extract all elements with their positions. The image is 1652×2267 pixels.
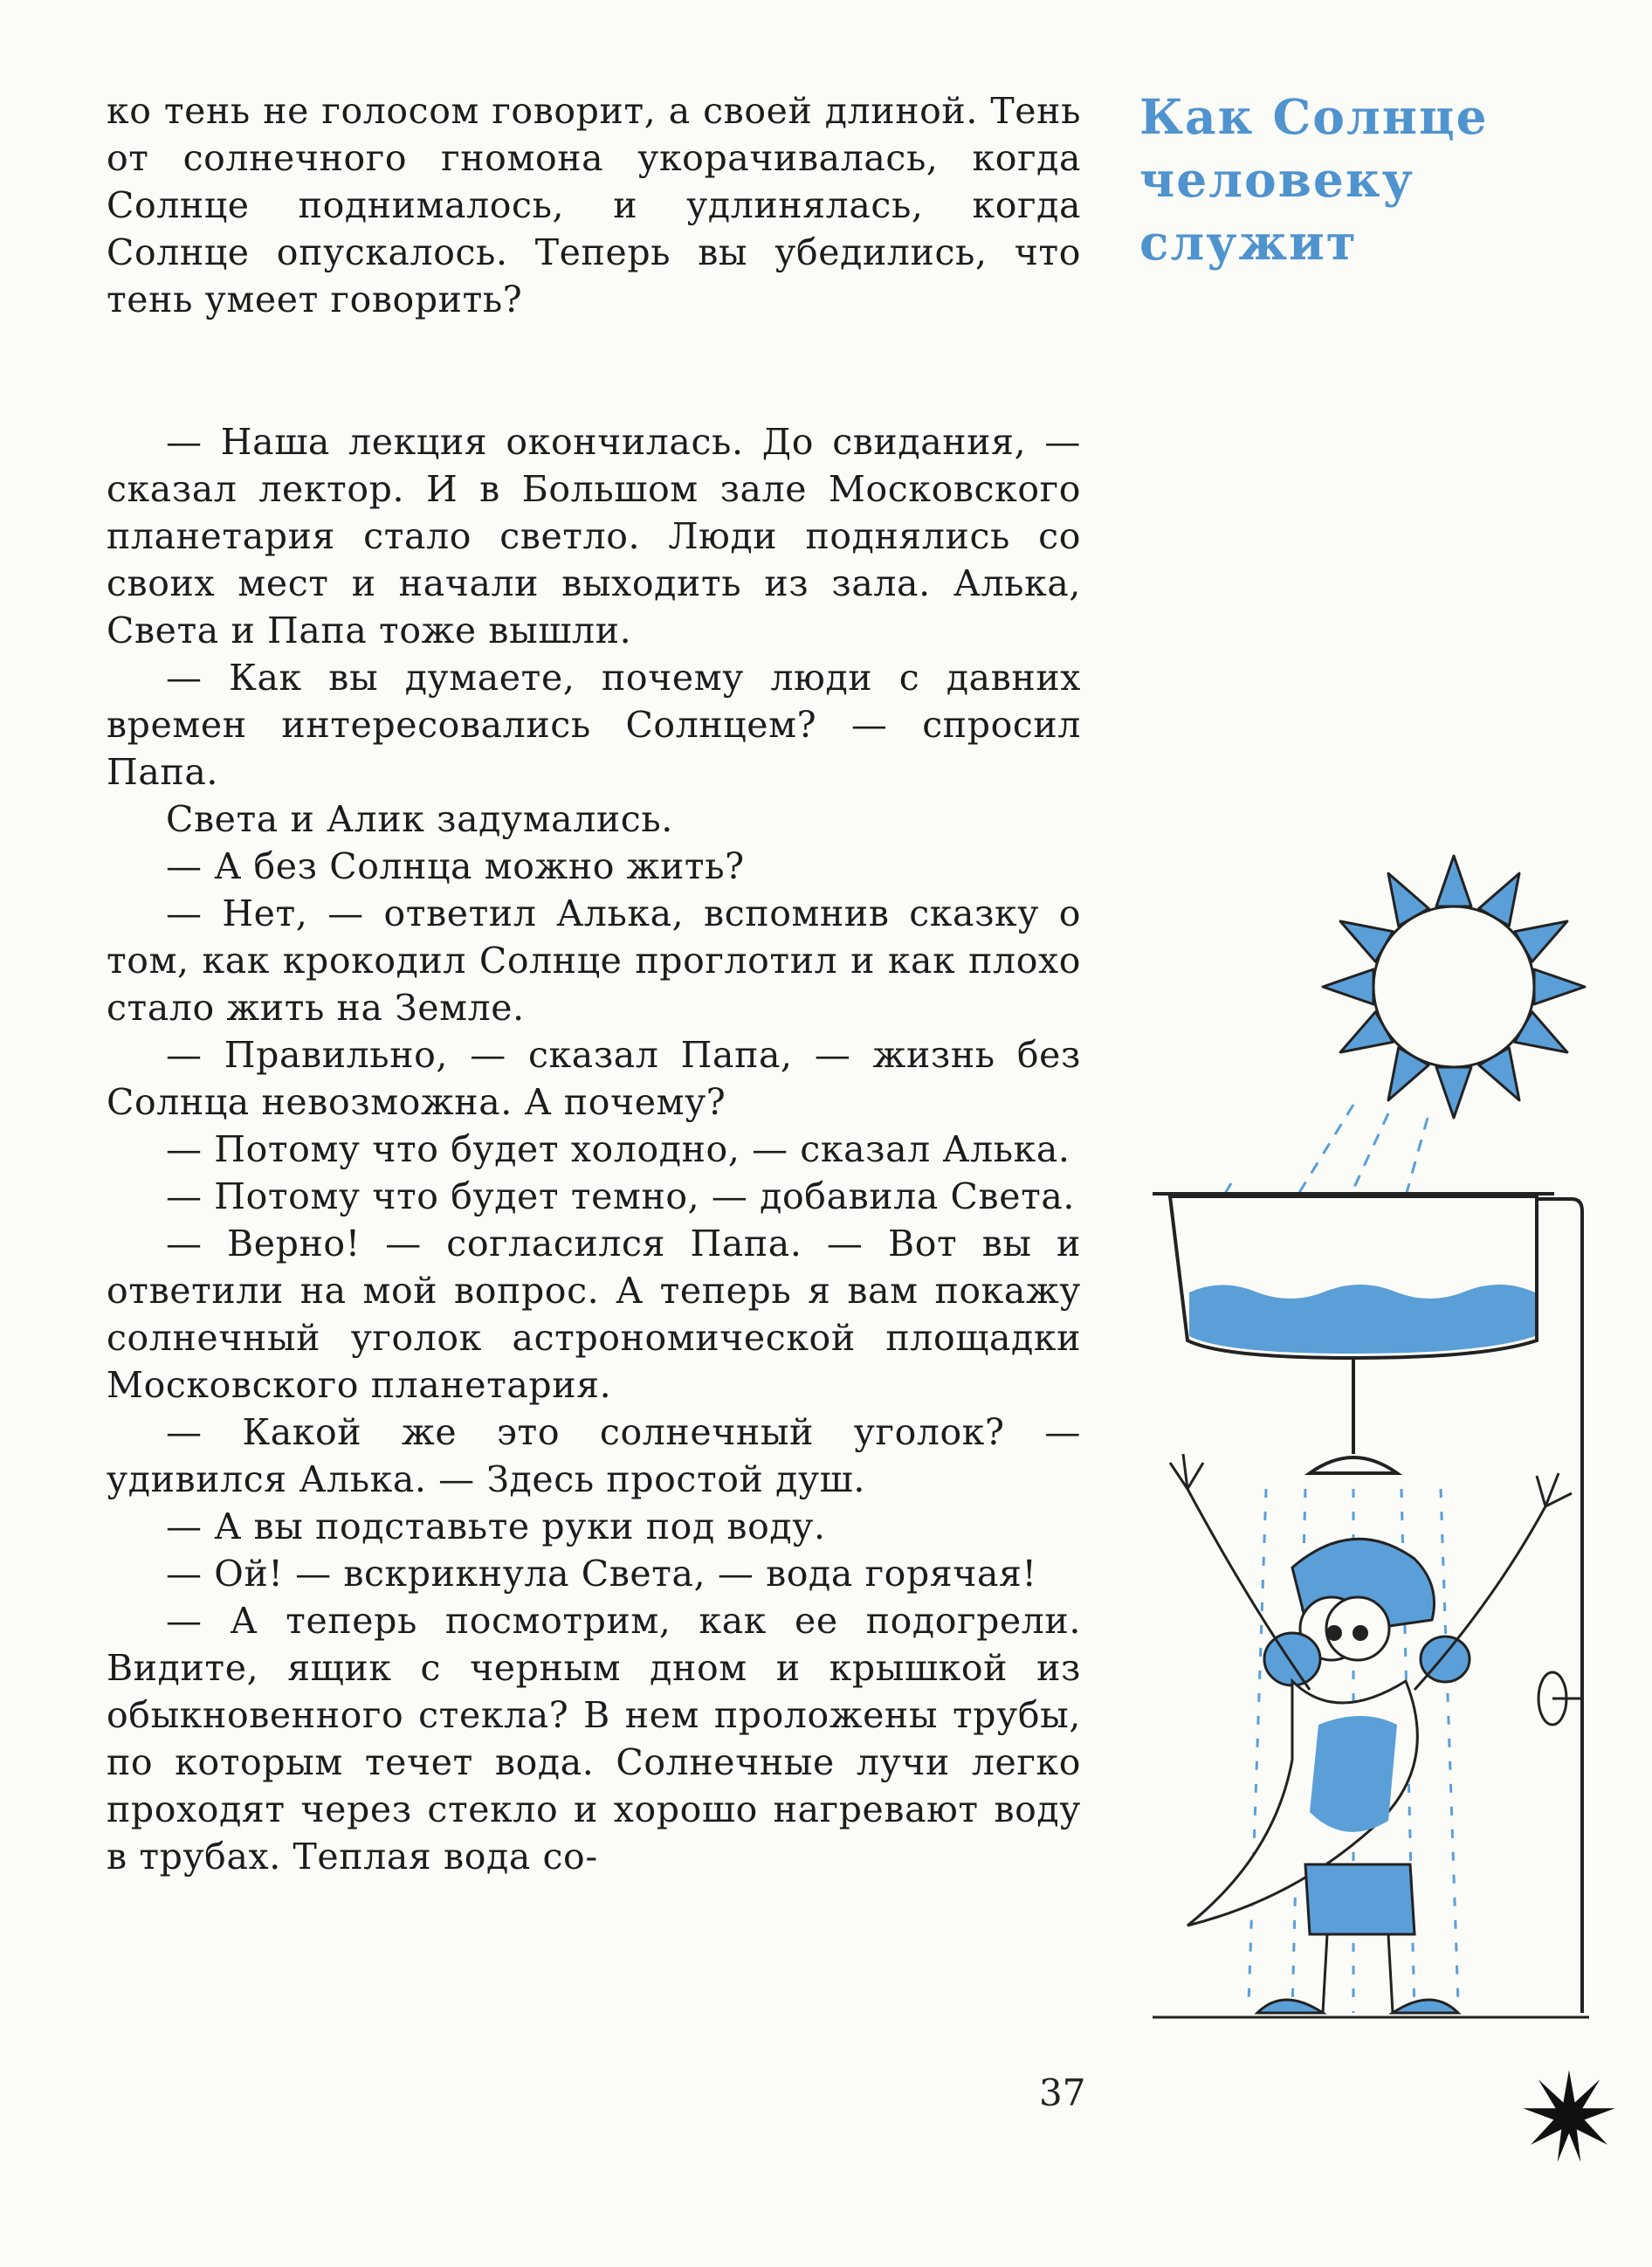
intro-paragraph [107,87,1081,323]
page-corner-star-icon [1521,2068,1617,2164]
water-tank [1153,1194,1554,1358]
section-title: Как Солнце человеку служит [1139,88,1489,271]
dialogue-paragraph: — А теперь посмотрим, как ее подогрели. Видите, ящик с черным дном и крышкой из обыкновенного стекла? В нем проложены трубы, по которым течет вода. Солнечные лучи легко проходят через стекло и хорошо нагревают воду в трубах. Теплая вода со- [107,1600,1081,1878]
dialogue-paragraph: — Какой же это солнечный уголок? — удивился Алька. — Здесь простой душ. [107,1411,1081,1500]
character-figure-icon [1153,1454,1589,2017]
sun-shower-illustration-icon [1153,851,1642,2057]
intro-text: ко тень не голосом говорит, а своей длиной. Тень от солнечного гномона укорачивалась, когда Солнце поднималось, и удлинялась, когда Солнце опускалось. Теперь вы убедились, что тень умеет говорить? [107,90,1081,320]
page-number: 37 [1039,2071,1086,2114]
sun-icon [1323,856,1585,1118]
dialogue-paragraph: — Наша лекция окончилась. До свидания, — сказал лектор. И в Большом зале Московского планетария стало светло. Люди поднялись со своих мест и начали выходить из зала. Алька, Света и Папа тоже вышли. [107,421,1081,651]
dialogue-paragraph: Света и Алик задумались. [166,798,673,840]
dialogue-paragraph: — Как вы думаете, почему люди с давних времен интересовались Солнцем? — спросил Папа. [107,657,1081,793]
faucet-handle-icon [1538,1672,1582,1725]
dialogue-block [107,418,1081,1880]
dialogue-paragraph: — Ой! — вскрикнула Света, — вода горячая! [166,1553,1037,1595]
dialogue-paragraph: — Потому что будет темно, — добавила Света. [166,1175,1076,1217]
dialogue-paragraph: — Потому что будет холодно, — сказал Алька. [166,1128,1070,1170]
dialogue-paragraph: — А вы подставьте руки под воду. [166,1506,826,1547]
dialogue-paragraph: — Нет, — ответил Алька, вспомнив сказку о том, как крокодил Солнце проглотил и как плохо стало жить на Земле. [107,892,1081,1029]
dialogue-paragraph: — Верно! — согласился Папа. — Вот вы и ответили на мой вопрос. А теперь я вам покажу солнечный уголок астрономической площадки Московского планетария. [107,1223,1081,1406]
dialogue-paragraph: — А без Солнца можно жить? [166,845,745,887]
dialogue-paragraph: — Правильно, — сказал Папа, — жизнь без Солнца невозможна. А почему? [107,1034,1081,1123]
